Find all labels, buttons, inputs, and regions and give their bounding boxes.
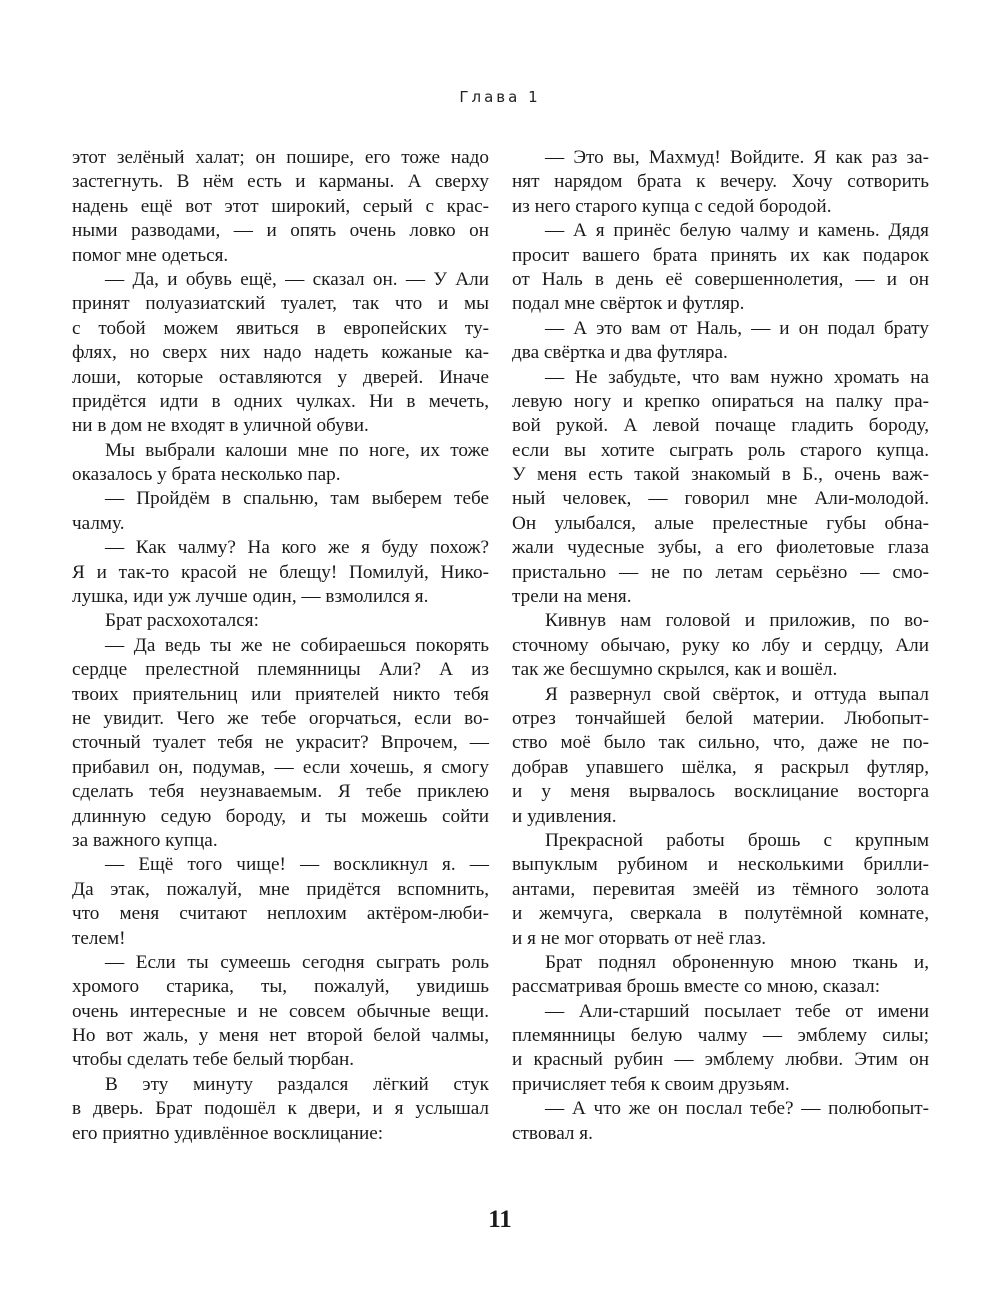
- paragraph: [512, 1000, 929, 1098]
- text-line: Он улыбался, алые прелестные губы обна-: [512, 512, 929, 534]
- text-line: в дверь. Брат подошёл к двери, и я услышал: [72, 1098, 489, 1120]
- text-line: длинную седую бороду, и ты можешь сойти: [72, 805, 489, 827]
- text-line: ни в дом не входят в уличной обуви.: [72, 415, 369, 437]
- text-line: — Али-старший посылает тебе от имени: [545, 1000, 929, 1022]
- page-number: 11: [488, 1206, 512, 1233]
- text-line: и я не мог оторвать от неё глаз.: [512, 927, 767, 949]
- text-line: не увидит. Чего же тебе огорчаться, если во-: [72, 707, 489, 729]
- paragraph: [512, 1097, 929, 1146]
- text-line: два свёртка и два футляра.: [512, 342, 728, 364]
- text-line: чалму.: [72, 512, 125, 534]
- text-line: и удивления.: [512, 805, 617, 827]
- text-line: — Ещё того чище! — воскликнул я. —: [105, 854, 489, 876]
- text-line: застегнуть. В нём есть и карманы. А сверху: [72, 171, 489, 193]
- text-line: оказалось у брата несколько пар.: [72, 464, 341, 486]
- text-line: лоши, которые оставляются у дверей. Иначе: [72, 366, 489, 388]
- text-line: просит вашего брата принять их как подарок: [512, 244, 929, 266]
- text-line: ный человек, — говорил мне Али-молодой.: [512, 488, 929, 510]
- text-line: очень интересные и не совсем обычные вещи.: [72, 1000, 489, 1022]
- text-line: ство моё было так сильно, что, даже не по-: [512, 732, 929, 754]
- text-line: — Как чалму? На кого же я буду похож?: [105, 537, 489, 559]
- text-line: У меня есть такой знакомый в Б., очень важ-: [512, 464, 929, 486]
- text-line: добрав упавшего шёлка, я раскрыл футляр,: [512, 756, 929, 778]
- text-line: — Не забудьте, что вам нужно хромать на: [545, 366, 929, 388]
- text-line: пристально — не по летам серьёзно — смо-: [512, 561, 929, 583]
- text-line: и красный рубин — эмблему любви. Этим он: [512, 1049, 929, 1071]
- text-line: ными разводами, — и опять очень ловко он: [72, 220, 489, 242]
- text-line: Да этак, пожалуй, мне придётся вспомнить,: [72, 878, 489, 900]
- text-line: Брат поднял оброненную мною ткань и,: [545, 951, 929, 973]
- text-line: телем!: [72, 927, 126, 949]
- text-line: антами, перевитая змеёй из тёмного золота: [512, 878, 929, 900]
- text-line: левую ногу и крепко опираться на палку пра-: [512, 390, 929, 412]
- paragraph: [512, 219, 929, 317]
- text-line: ствовал я.: [512, 1122, 593, 1144]
- text-line: Я развернул свой свёрток, и оттуда выпал: [545, 683, 929, 705]
- chapter-header: Глава 1: [459, 88, 541, 106]
- text-line: из него старого купца с седой бородой.: [512, 195, 832, 217]
- paragraph: [72, 146, 489, 268]
- text-line: чтобы сделать тебе белый тюрбан.: [72, 1049, 355, 1071]
- text-line: причисляет тебя к своим друзьям.: [512, 1073, 790, 1095]
- text-line: Кивнув нам головой и приложив, по во-: [545, 610, 929, 632]
- text-line: за важного купца.: [72, 829, 218, 851]
- text-line: подал мне свёрток и футляр.: [512, 293, 745, 315]
- text-line: придётся идти в одних чулках. Ни в мечеть,: [72, 390, 489, 412]
- paragraph: [72, 487, 489, 536]
- text-line: хромого старика, ты, пожалуй, увидишь: [72, 976, 489, 998]
- text-line: этот зелёный халат; он пошире, его тоже надо: [72, 147, 489, 168]
- paragraph: [512, 829, 929, 951]
- text-line: отрез тончайшей белой материи. Любопыт-: [512, 707, 929, 729]
- text-line: Но вот жаль, у меня нет второй белой чалмы,: [72, 1025, 489, 1047]
- text-line: — А я принёс белую чалму и камень. Дядя: [545, 220, 929, 242]
- text-line: сердце прелестной племянницы Али? А из: [72, 659, 489, 681]
- text-line: Брат расхохотался:: [105, 610, 259, 632]
- text-line: — Пройдём в спальню, там выберем тебе: [105, 488, 489, 510]
- paragraph: [72, 609, 489, 633]
- paragraph: [72, 268, 489, 439]
- text-line: сделать тебя неузнаваемым. Я тебе приклею: [72, 781, 489, 803]
- text-line: сточному обычаю, руку ко лбу и сердцу, Али: [512, 634, 929, 656]
- text-line: нят нарядом брата к вечеру. Хочу сотворить: [512, 171, 929, 193]
- text-line: выпуклым рубином и несколькими брилли-: [512, 854, 929, 876]
- text-line: — А это вам от Наль, — и он подал брату: [545, 317, 929, 339]
- text-line: — Это вы, Махмуд! Войдите. Я как раз за-: [545, 147, 929, 168]
- paragraph: [72, 951, 489, 1073]
- right-column: [512, 146, 929, 1146]
- text-line: надень ещё вот этот широкий, серый с крас-: [72, 195, 489, 217]
- paragraph: [512, 951, 929, 1000]
- text-line: рассматривая брошь вместе со мною, сказал:: [512, 976, 881, 998]
- text-line: жали чудесные зубы, а его фиолетовые глаза: [512, 537, 929, 559]
- text-line: вой рукой. А левой почаще гладить бороду,: [512, 415, 929, 437]
- paragraph: [72, 634, 489, 854]
- text-line: трели на меня.: [512, 586, 632, 608]
- text-line: его приятно удивлённое восклицание:: [72, 1122, 384, 1144]
- text-line: племянницы белую чалму — эмблему силы;: [512, 1025, 929, 1047]
- paragraph: [512, 146, 929, 219]
- paragraph: [512, 683, 929, 829]
- paragraph: [512, 609, 929, 682]
- text-line: лушка, иди уж лучше один, — взмолился я.: [72, 586, 429, 608]
- text-line: — Если ты сумеешь сегодня сыграть роль: [105, 951, 489, 973]
- text-line: Мы выбрали калоши мне по ноге, их тоже: [105, 439, 489, 461]
- text-line: — А что же он послал тебе? — полюбопыт-: [545, 1098, 929, 1120]
- paragraph: [512, 366, 929, 610]
- text-line: флях, но сверх них надо надеть кожаные ка-: [72, 342, 489, 364]
- text-line: так же бесшумно скрылся, как и вошёл.: [512, 659, 838, 681]
- paragraph: [72, 439, 489, 488]
- text-line: — Да ведь ты же не собираешься покорять: [105, 634, 489, 656]
- paragraph: [72, 536, 489, 609]
- text-line: принят полуазиатский туалет, так что и мы: [72, 293, 489, 315]
- paragraph: [72, 1073, 489, 1146]
- text-line: если вы хотите сыграть роль старого купца.: [512, 439, 929, 461]
- text-line: прибавил он, подумав, — если хочешь, я смогу: [72, 756, 489, 778]
- text-line: Прекрасной работы брошь с крупным: [545, 829, 929, 851]
- paragraph: [72, 853, 489, 951]
- text-line: помог мне одеться.: [72, 244, 229, 266]
- text-line: от Наль в день её совершеннолетия, — и он: [512, 268, 929, 290]
- text-line: что меня считают неплохим актёром-люби-: [72, 903, 489, 925]
- left-column: [72, 146, 489, 1146]
- text-line: и у меня вырвалось восклицание восторга: [512, 781, 929, 803]
- text-line: Я и так-то красой не блещу! Помилуй, Нико-: [72, 561, 489, 583]
- text-line: с тобой можем явиться в европейских ту-: [72, 317, 489, 339]
- text-line: сточный туалет тебя не украсит? Впрочем, —: [72, 732, 489, 754]
- text-line: твоих приятельниц или приятелей никто тебя: [72, 683, 489, 705]
- text-line: В эту минуту раздался лёгкий стук: [105, 1073, 489, 1095]
- text-line: и жемчуга, сверкала в полутёмной комнате,: [512, 903, 929, 925]
- text-line: — Да, и обувь ещё, — сказал он. — У Али: [105, 268, 489, 290]
- paragraph: [512, 317, 929, 366]
